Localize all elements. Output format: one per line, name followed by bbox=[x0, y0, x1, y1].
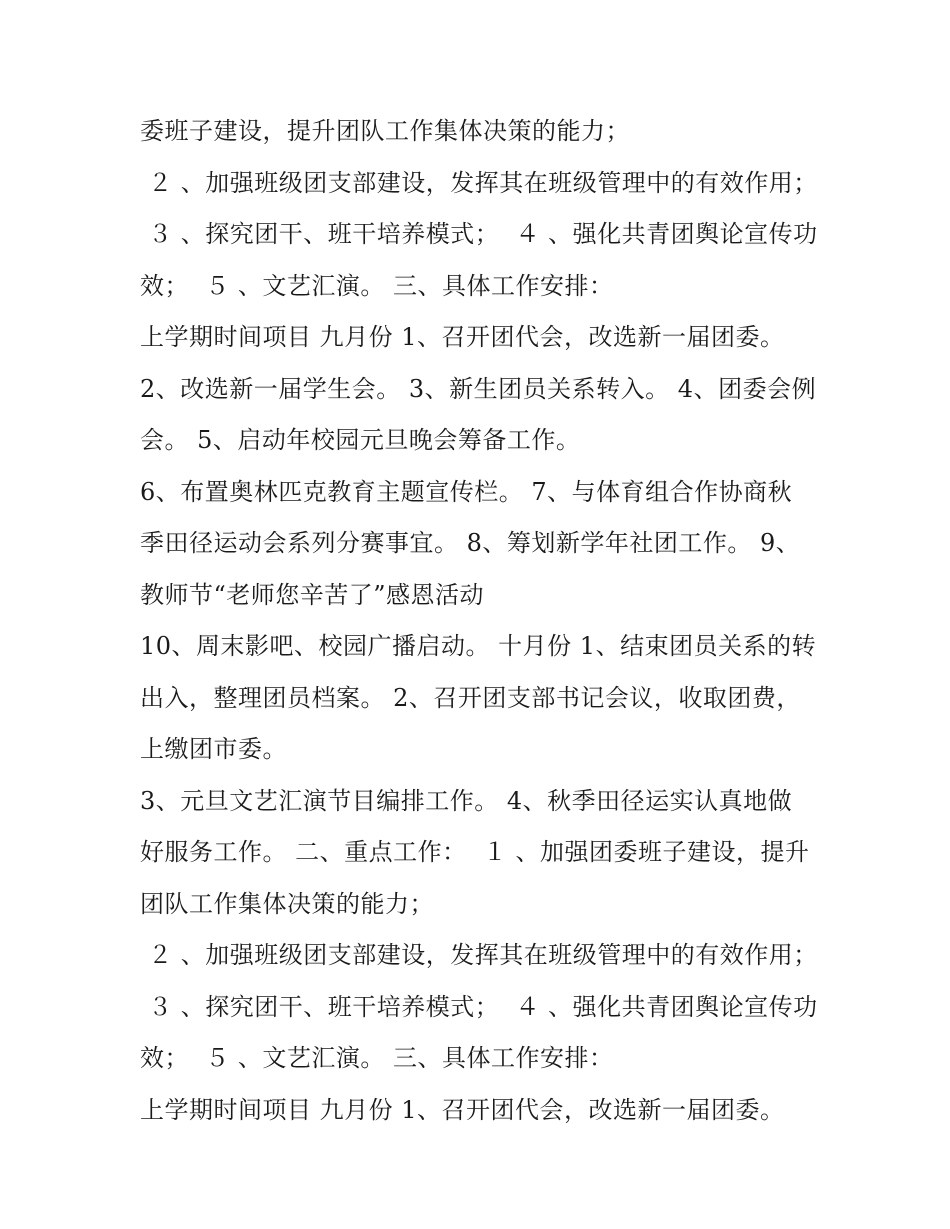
text-line: ２ 、加强班级团支部建设，发挥其在班级管理中的有效作用； bbox=[140, 168, 818, 197]
text-line: 上缴团市委。 bbox=[140, 735, 287, 763]
text-line: 好服务工作。 二、重点工作： １ 、加强团委班子建设，提升 bbox=[140, 838, 810, 866]
text-line: 10、周末影吧、校园广播启动。 十月份 1、结束团员关系的转 bbox=[140, 632, 817, 660]
text-line: 会。 5、启动年校园元旦晚会筹备工作。 bbox=[140, 426, 581, 454]
text-line: ３ 、探究团干、班干培养模式； ４ 、强化共青团舆论宣传功 bbox=[140, 992, 818, 1021]
text-line: 上学期时间项目 九月份 1、召开团代会，改选新一届团委。 bbox=[140, 1095, 785, 1124]
text-line: 团队工作集体决策的能力； bbox=[140, 889, 434, 918]
text-line: ３ 、探究团干、班干培养模式； ４ 、强化共青团舆论宣传功 bbox=[140, 220, 818, 248]
text-line: 上学期时间项目 九月份 1、召开团代会，改选新一届团委。 bbox=[140, 323, 785, 351]
text-line: 效； ５ 、文艺汇演。 三、具体工作安排： bbox=[140, 1044, 614, 1072]
text-line: 6、布置奥林匹克教育主题宣传栏。 7、与体育组合作协商秋 bbox=[140, 477, 793, 506]
text-line: 委班子建设，提升团队工作集体决策的能力； bbox=[140, 117, 630, 145]
text-line: 2、改选新一届学生会。 3、新生团员关系转入。 4、团委会例 bbox=[140, 374, 817, 403]
text-line: 效； ５ 、文艺汇演。 三、具体工作安排： bbox=[140, 271, 614, 300]
text-line: 教师节“老师您辛苦了”感恩活动 bbox=[140, 580, 485, 609]
text-line: 出入，整理团员档案。 2、召开团支部书记会议，收取团费， bbox=[140, 683, 801, 712]
document-body bbox=[140, 106, 830, 1136]
text-line: 季田径运动会系列分赛事宜。 8、筹划新学年社团工作。 9、 bbox=[140, 529, 801, 557]
text-line: ２ 、加强班级团支部建设，发挥其在班级管理中的有效作用； bbox=[140, 941, 818, 969]
text-line: 3、元旦文艺汇演节目编排工作。 4、秋季田径运实认真地做 bbox=[140, 786, 793, 815]
